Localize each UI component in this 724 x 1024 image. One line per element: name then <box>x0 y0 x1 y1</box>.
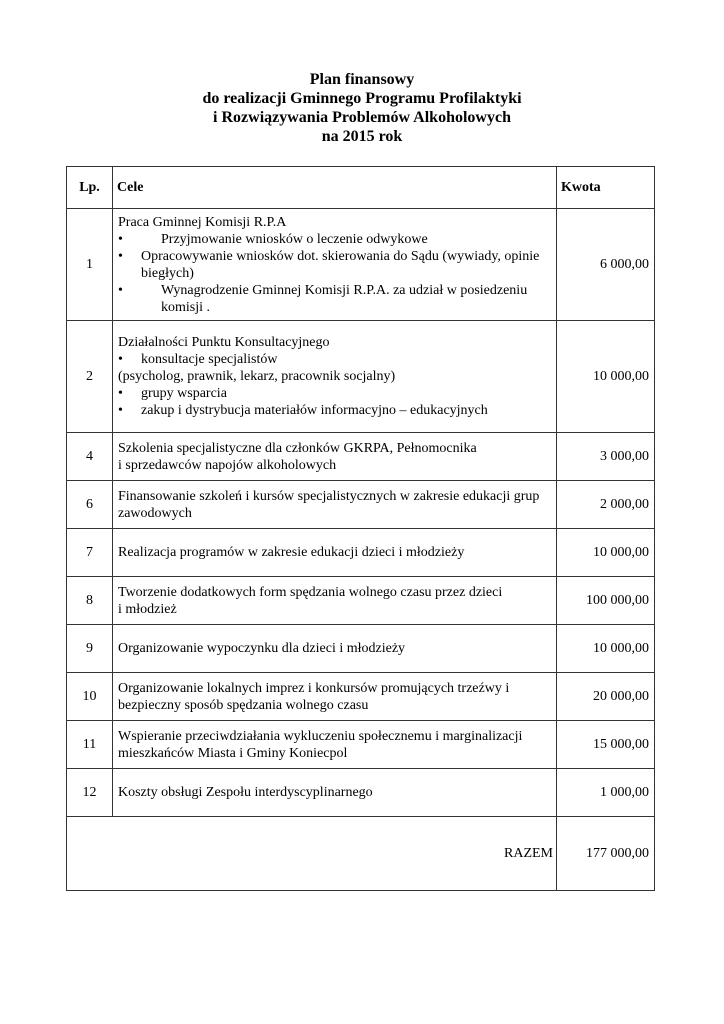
bullet-item <box>118 385 552 402</box>
financial-plan-table <box>66 166 655 891</box>
table-row <box>67 577 655 625</box>
description-line: Realizacja programów w zakresie edukacji dzieci i młodzieży <box>118 545 465 560</box>
row-amount: 1 000,00 <box>557 769 655 817</box>
total-spacer-cell <box>67 817 557 891</box>
total-amount: 177 000,00 <box>557 817 655 891</box>
bullet-text: grupy wsparcia <box>141 386 227 401</box>
row-amount: 10 000,00 <box>557 321 655 433</box>
header-lp: Lp. <box>67 167 113 209</box>
bullet-icon: • <box>118 282 123 298</box>
row-number: 7 <box>67 529 113 577</box>
header-kwota: Kwota <box>557 167 655 209</box>
row-amount: 6 000,00 <box>557 209 655 321</box>
row-description <box>113 433 557 481</box>
row-description <box>113 577 557 625</box>
description-line: Organizowanie wypoczynku dla dzieci i młodzieży <box>118 641 406 656</box>
row-amount: 10 000,00 <box>557 625 655 673</box>
table-body <box>67 209 655 817</box>
description-line: Działalności Punktu Konsultacyjnego <box>118 335 330 350</box>
row-amount: 10 000,00 <box>557 529 655 577</box>
row-number: 9 <box>67 625 113 673</box>
table-row <box>67 769 655 817</box>
bullet-icon: • <box>118 352 123 367</box>
bullet-icon: • <box>118 403 123 418</box>
description-line: Wspieranie przeciwdziałania wykluczeniu społecznemu i marginalizacji mieszkańców Miasta i Gminy Koniecpol <box>118 728 523 761</box>
bullet-icon: • <box>118 386 123 401</box>
description-line: Koszty obsługi Zespołu interdyscyplinarnego <box>118 785 373 800</box>
row-description <box>113 769 557 817</box>
row-amount: 2 000,00 <box>557 481 655 529</box>
bullet-text: Opracowywanie wniosków dot. skierowania do Sądu (wywiady, opinie biegłych) <box>141 248 540 281</box>
row-amount: 15 000,00 <box>557 721 655 769</box>
row-number: 8 <box>67 577 113 625</box>
description-line: Szkolenia specjalistyczne dla członków GKRPA, Pełnomocnika <box>118 440 477 456</box>
bullet-icon: • <box>118 231 123 247</box>
row-description <box>113 721 557 769</box>
table-row <box>67 529 655 577</box>
description-line: Tworzenie dodatkowych form spędzania wolnego czasu przez dzieci <box>118 584 503 600</box>
row-amount: 20 000,00 <box>557 673 655 721</box>
description-line: Praca Gminnej Komisji R.P.A <box>118 214 287 230</box>
description-line: Finansowanie szkoleń i kursów specjalistycznych w zakresie edukacji grup zawodowych <box>118 488 540 521</box>
bullet-text: Wynagrodzenie Gminnej Komisji R.P.A. za udział w posiedzeniu komisji . <box>161 282 528 315</box>
bullet-item <box>118 231 552 248</box>
row-amount: 100 000,00 <box>557 577 655 625</box>
row-amount: 3 000,00 <box>557 433 655 481</box>
row-number: 2 <box>67 321 113 433</box>
row-number: 6 <box>67 481 113 529</box>
bullet-text: Przyjmowanie wniosków o leczenie odwykowe <box>161 231 428 247</box>
description-line: (psycholog, prawnik, lekarz, pracownik socjalny) <box>118 369 396 384</box>
header-cele: Cele <box>113 167 557 209</box>
title-line-2: do realizacji Gminnego Programu Profilaktyki <box>202 90 522 107</box>
row-number: 1 <box>67 209 113 321</box>
bullet-item <box>118 402 552 419</box>
table-row <box>67 721 655 769</box>
bullet-item <box>118 282 552 316</box>
table-row <box>67 673 655 721</box>
row-number: 12 <box>67 769 113 817</box>
description-line: i młodzież <box>118 601 177 617</box>
row-description <box>113 481 557 529</box>
bullet-icon: • <box>118 248 123 264</box>
bullet-item <box>118 351 552 368</box>
description-line: i sprzedawców napojów alkoholowych <box>118 457 337 473</box>
table-row <box>67 481 655 529</box>
title-line-3: i Rozwiązywania Problemów Alkoholowych <box>213 109 511 126</box>
total-row <box>67 817 655 891</box>
table-row <box>67 433 655 481</box>
row-number: 11 <box>67 721 113 769</box>
table-header-row <box>67 167 655 209</box>
row-number: 10 <box>67 673 113 721</box>
document-title <box>0 70 724 146</box>
title-line-1: Plan finansowy <box>309 71 415 88</box>
total-label: RAZEM <box>504 846 553 861</box>
row-description <box>113 529 557 577</box>
table-row <box>67 321 655 433</box>
row-description <box>113 673 557 721</box>
row-description <box>113 625 557 673</box>
row-number: 4 <box>67 433 113 481</box>
row-description <box>113 209 557 321</box>
title-line-4: na 2015 rok <box>321 128 403 145</box>
bullet-text: konsultacje specjalistów <box>141 352 278 367</box>
bullet-item <box>118 248 552 282</box>
description-line: Organizowanie lokalnych imprez i konkursów promujących trzeźwy i bezpieczny sposób spędzania wolnego czasu <box>118 680 510 713</box>
table-row <box>67 625 655 673</box>
table-row <box>67 209 655 321</box>
bullet-text: zakup i dystrybucja materiałów informacyjno – edukacyjnych <box>141 403 488 418</box>
row-description <box>113 321 557 433</box>
